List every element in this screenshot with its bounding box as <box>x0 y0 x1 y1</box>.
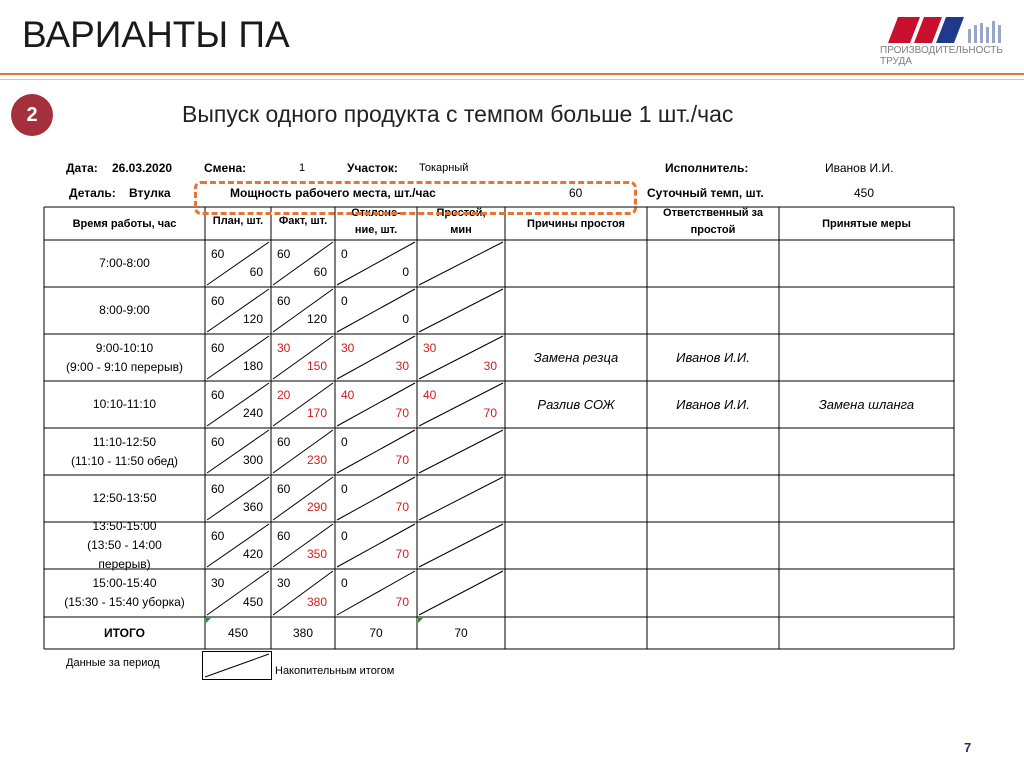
col-time-header: Время работы, час <box>72 217 177 230</box>
row-downtime-cumulative: 70 <box>483 406 497 420</box>
row-fact-period: 20 <box>277 388 291 402</box>
cell-diagonal <box>419 524 503 567</box>
row-fact-cumulative: 230 <box>306 453 327 467</box>
row-fact-period: 60 <box>277 247 291 261</box>
executor-label: Исполнитель: <box>665 161 749 175</box>
row-deviation-cumulative: 70 <box>395 500 409 514</box>
row-deviation-period: 30 <box>341 341 355 355</box>
cell-diagonal <box>419 571 503 615</box>
col-deviation-header: Отклоне-ние, шт. <box>351 206 401 236</box>
total-deviation: 70 <box>369 626 383 640</box>
row-deviation-cumulative: 70 <box>395 595 409 609</box>
capacity-value: 60 <box>569 186 583 200</box>
row-time-note: (11:10 - 11:50 обед) <box>70 453 179 468</box>
row-time-note: (9:00 - 9:10 перерыв) <box>66 359 183 374</box>
row-fact-cumulative: 380 <box>306 595 327 609</box>
row-measure: Замена шланга <box>818 396 915 412</box>
slide-title: ВАРИАНТЫ ПА <box>22 14 290 55</box>
row-time-range: 7:00-8:00 <box>99 256 150 270</box>
daily-tempo-value: 450 <box>854 186 875 200</box>
slide-subtitle: Выпуск одного продукта с темпом больше 1 шт./час <box>182 101 734 127</box>
row-downtime-period: 30 <box>423 341 437 355</box>
row-time-cell <box>44 240 205 287</box>
date-value: 26.03.2020 <box>112 161 173 175</box>
row-time-range: 10:10-11:10 <box>92 397 157 411</box>
row-deviation-period: 40 <box>341 388 355 402</box>
row-time-range: 15:00-15:40 <box>92 576 157 590</box>
row-fact-cumulative: 150 <box>306 359 327 373</box>
row-plan-cumulative: 450 <box>242 595 263 609</box>
row-plan-cumulative: 120 <box>242 312 263 326</box>
area-value: Токарный <box>419 162 469 174</box>
row-reason: Разлив СОЖ <box>537 396 615 412</box>
date-label: Дата: <box>66 161 98 175</box>
row-plan-period: 60 <box>211 294 225 308</box>
capacity-label: Мощность рабочего места, шт./час <box>230 186 436 200</box>
col-downtime-header: Простой, мин <box>436 206 486 236</box>
col-measures-header: Принятые меры <box>822 217 911 230</box>
row-plan-cumulative: 420 <box>242 547 263 561</box>
row-responsible: Иванов И.И. <box>676 396 750 412</box>
row-fact-period: 60 <box>277 482 291 496</box>
row-fact-cumulative: 120 <box>306 312 327 326</box>
row-fact-period: 30 <box>277 576 291 590</box>
row-deviation-cumulative: 70 <box>395 547 409 561</box>
row-plan-period: 60 <box>211 341 225 355</box>
col-responsible-header: Ответственный за простой <box>663 206 763 236</box>
daily-tempo-label: Суточный темп, шт. <box>647 186 764 200</box>
row-fact-period: 60 <box>277 529 291 543</box>
row-deviation-cumulative: 30 <box>395 359 409 373</box>
row-plan-cumulative: 180 <box>242 359 263 373</box>
cell-diagonal <box>419 242 503 285</box>
part-label: Деталь: <box>69 186 116 200</box>
col-reasons-header: Причины простоя <box>527 217 625 230</box>
row-responsible: Иванов И.И. <box>676 349 750 365</box>
row-time-cell <box>44 381 205 428</box>
row-time-cell <box>44 334 205 381</box>
cell-diagonal <box>419 289 503 332</box>
shift-label: Смена: <box>204 161 247 175</box>
row-plan-period: 60 <box>211 482 225 496</box>
col-fact-header: Факт, шт. <box>278 215 328 227</box>
row-deviation-period: 0 <box>341 294 348 308</box>
cell-diagonal <box>419 477 503 520</box>
legend-diagonal-box <box>202 651 272 681</box>
row-time-range: 13:50-15:00 <box>92 519 157 533</box>
executor-value: Иванов И.И. <box>825 161 894 175</box>
shift-value: 1 <box>299 162 306 174</box>
row-deviation-period: 0 <box>341 247 348 261</box>
step-badge: 2 <box>11 94 53 136</box>
row-deviation-period: 0 <box>341 435 348 449</box>
cell-diagonal <box>419 430 503 473</box>
row-deviation-cumulative: 70 <box>395 453 409 467</box>
row-fact-cumulative: 350 <box>306 547 327 561</box>
logo-line2: ТРУДА <box>880 56 912 67</box>
row-time-cell <box>44 428 205 475</box>
row-time-note: перерыв) <box>98 557 151 571</box>
part-value: Втулка <box>129 186 171 200</box>
col-plan-header: План, шт. <box>212 215 264 227</box>
row-plan-cumulative: 240 <box>242 406 263 420</box>
row-time-note: (15:30 - 15:40 уборка) <box>64 595 185 609</box>
area-label: Участок: <box>347 161 398 175</box>
page-number: 7 <box>964 740 972 755</box>
row-time-cell <box>44 519 205 571</box>
total-plan: 450 <box>227 626 249 640</box>
total-downtime: 70 <box>454 626 468 640</box>
row-deviation-period: 0 <box>341 576 348 590</box>
row-deviation-cumulative: 70 <box>395 406 409 420</box>
row-time-cell <box>44 569 205 617</box>
row-plan-cumulative: 60 <box>249 265 263 279</box>
row-plan-period: 60 <box>211 247 225 261</box>
row-downtime-cumulative: 30 <box>483 359 497 373</box>
total-label: ИТОГО <box>104 626 145 640</box>
row-plan-cumulative: 300 <box>242 453 263 467</box>
row-time-range: 8:00-9:00 <box>99 303 150 317</box>
legend-period-text: Данные за период <box>66 657 160 669</box>
row-fact-period: 60 <box>277 435 291 449</box>
total-fact: 380 <box>292 626 314 640</box>
row-fact-cumulative: 60 <box>313 265 327 279</box>
row-fact-cumulative: 290 <box>306 500 327 514</box>
row-plan-period: 60 <box>211 435 225 449</box>
row-plan-period: 60 <box>211 529 225 543</box>
row-deviation-cumulative: 0 <box>402 265 409 279</box>
row-time-cell <box>44 287 205 334</box>
legend-cumulative-text: Накопительным итогом <box>275 665 395 677</box>
row-deviation-period: 0 <box>341 482 348 496</box>
capacity-highlight <box>194 181 637 215</box>
row-fact-cumulative: 170 <box>306 406 327 420</box>
row-deviation-cumulative: 0 <box>402 312 409 326</box>
row-time-range: 12:50-13:50 <box>92 491 157 505</box>
row-time-range: 9:00-10:10 <box>95 340 154 355</box>
row-time-note: (13:50 - 14:00 <box>87 538 162 552</box>
row-deviation-period: 0 <box>341 529 348 543</box>
row-reason: Замена резца <box>533 349 619 365</box>
row-downtime-period: 40 <box>423 388 437 402</box>
row-plan-period: 30 <box>211 576 225 590</box>
logo-line1: ПРОИЗВОДИТЕЛЬНОСТЬ <box>880 45 1003 56</box>
row-fact-period: 60 <box>277 294 291 308</box>
row-fact-period: 30 <box>277 341 291 355</box>
row-plan-cumulative: 360 <box>242 500 263 514</box>
row-time-cell <box>44 475 205 522</box>
row-time-range: 11:10-12:50 <box>92 434 157 449</box>
row-plan-period: 60 <box>211 388 225 402</box>
